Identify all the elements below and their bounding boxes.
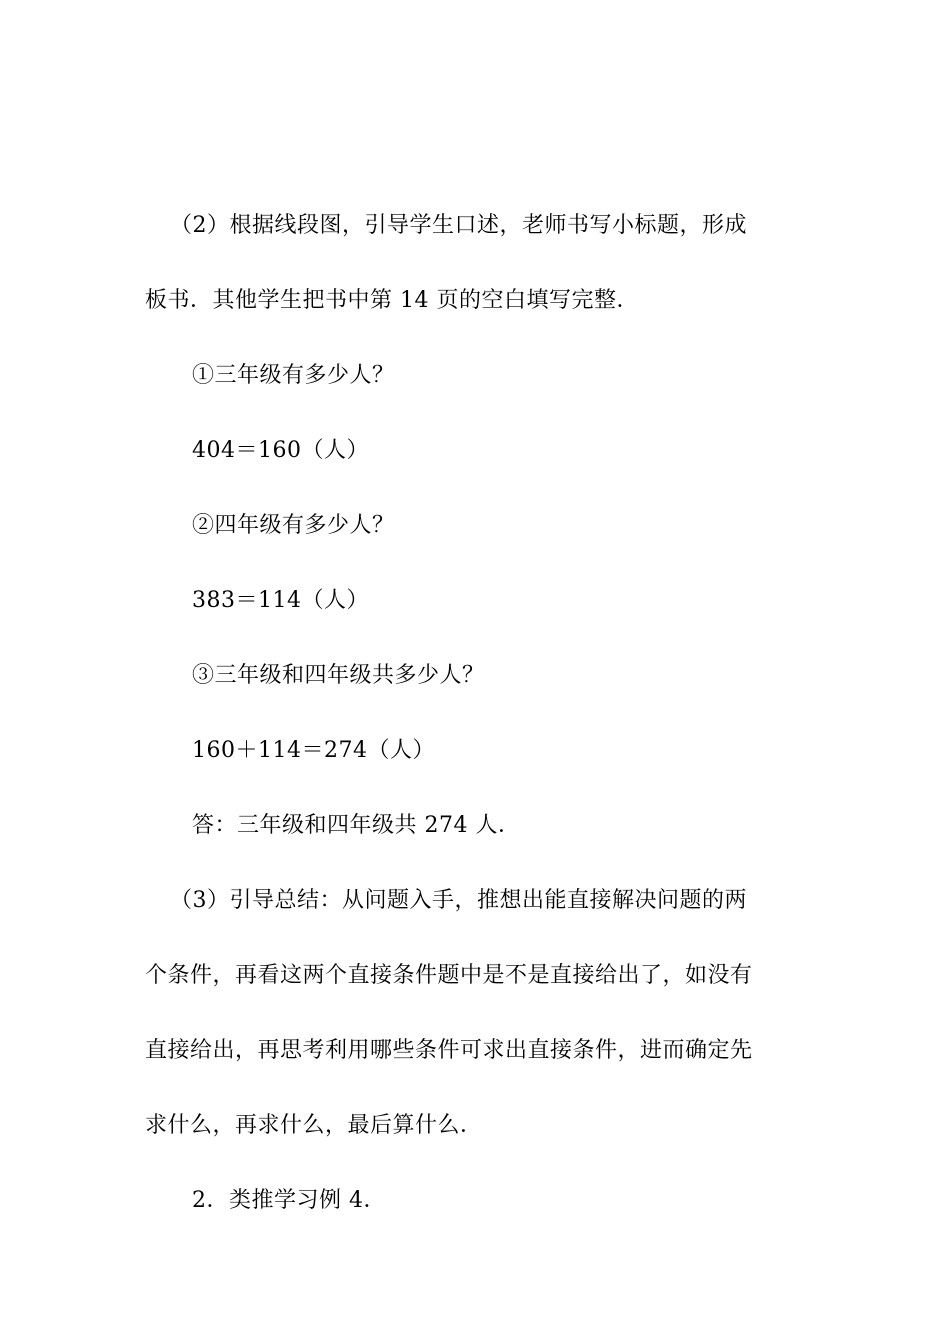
section-heading-2: 2．类推学习例 4． [192, 1188, 386, 1213]
equation-2: 383＝114（人） [192, 588, 369, 613]
equation-1: 404＝160（人） [192, 438, 369, 463]
answer-line: 答：三年级和四年级共 274 人． [192, 813, 521, 838]
paragraph-3-line-1: （3）引导总结：从问题入手，推想出能直接解决问题的两 [170, 888, 747, 913]
equation-3: 160＋114＝274（人） [192, 738, 435, 763]
paragraph-3-line-3: 直接给出，再思考利用哪些条件可求出直接条件，进而确定先 [145, 1038, 753, 1063]
paragraph-3-line-2: 个条件，再看这两个直接条件题中是不是直接给出了，如没有 [145, 963, 753, 988]
question-3: ③三年级和四年级共多少人？ [192, 663, 485, 688]
paragraph-2-line-1: （2）根据线段图，引导学生口述，老师书写小标题，形成 [170, 213, 747, 238]
paragraph-2-line-2: 板书．其他学生把书中第 14 页的空白填写完整． [145, 288, 639, 313]
question-2: ②四年级有多少人？ [192, 513, 395, 538]
paragraph-3-line-4: 求什么，再求什么，最后算什么． [145, 1113, 483, 1138]
question-1: ①三年级有多少人？ [192, 363, 395, 388]
